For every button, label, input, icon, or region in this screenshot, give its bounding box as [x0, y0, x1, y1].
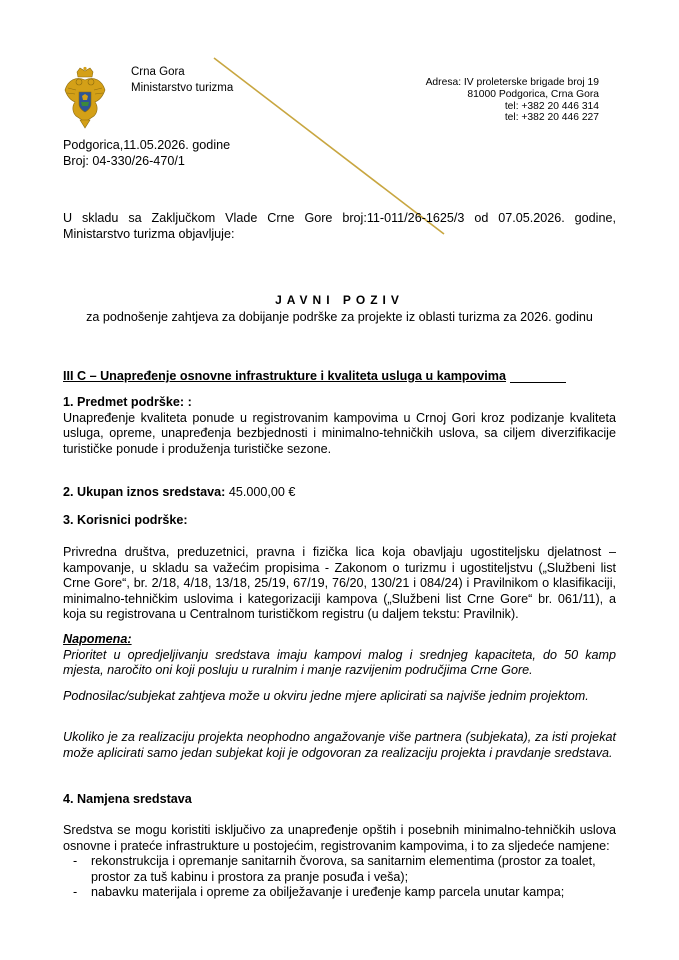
note-heading: Napomena: — [63, 632, 132, 646]
phone-line: tel: +382 20 446 314 — [504, 100, 599, 112]
montenegro-coat-of-arms-icon — [62, 66, 108, 130]
address-block — [426, 77, 599, 124]
document-date: Podgorica,11.05.2026. godine — [63, 138, 231, 152]
intro-paragraph — [63, 211, 616, 242]
note-paragraph: Podnosilac/subjekat zahtjeva može u okviru jedne mjere aplicirati sa najviše jednim projektom. — [63, 689, 589, 703]
note-block — [63, 632, 616, 679]
section-subject — [63, 395, 616, 457]
section-heading-1: 1. Predmet podrške: : — [63, 395, 192, 409]
signature-stroke — [212, 56, 448, 236]
section-text: Privredna društva, preduzetnici, pravna i fizička lica koja obavljaju ugostiteljsku djelatnost – kampovanje, u skladu sa važećim propisima - Zakonom o turizmu i ugostiteljstvu („Službeni list Crne Gore“, br. 2/18, 4/18, 13/18, 25/19, 67/19, 76/20, 130/21 i 084/24) i Pravilnikom o klasifikaciji, minimalno-tehničkim uslovima i kategorizaciji kampova („Službeni list Crne Gore“ br. 061/11), a koja su registrovana u Centralnom turističkom registru (u daljem tekstu: Pravilnik). — [63, 545, 616, 622]
page-title: JAVNI POZIV — [275, 293, 404, 307]
page-subtitle: za podnošenje zahtjeva za dobijanje podrške za projekte iz oblasti turizma za 2026. godinu — [86, 310, 593, 324]
note-paragraph: Prioritet u opredjeljivanju sredstava imaju kampovi malog i srednjeg kapaciteta, do 50 kamp mjesta, naročito oni koji posluju u ruralnim i manje razvijenim područjima Crne Gore. — [63, 647, 616, 678]
section-heading-4: 4. Namjena sredstava — [63, 792, 192, 806]
intro-line: Ministarstvo turizma objavljuje: — [63, 226, 235, 241]
document-number: Broj: 04-330/26-470/1 — [63, 154, 185, 168]
address-line: 81000 Podgorica, Crna Gora — [467, 88, 599, 100]
note-paragraph: Ukoliko je za realizaciju projekta neophodno angažovanje više partnera (subjekata), za isti projekat može aplicirati samo jedan subjekat koji je odgovoran za realizaciju projekta i pravdanje sredstava. — [63, 730, 616, 760]
section-amount — [63, 485, 616, 501]
purpose-list — [63, 854, 616, 901]
section-beneficiaries — [63, 513, 616, 529]
org-country: Crna Gora — [131, 66, 185, 78]
amount-value: 45.000,00 € — [225, 485, 296, 499]
org-ministry: Ministarstvo turizma — [131, 82, 234, 94]
section-heading-2: 2. Ukupan iznos sredstava: — [63, 485, 226, 499]
section-text: Sredstva se mogu koristiti isključivo za unapređenje opštih i posebnih minimalno-tehničkih uslova osnovne i prateće infrastrukture u postojećim, registrovanim kampovima, i to za sljedeće namjene: — [63, 823, 616, 853]
document-meta — [63, 137, 230, 169]
section-heading: III C – Unapređenje osnovne infrastrukture i kvaliteta usluga u kampovima — [63, 369, 507, 383]
section-heading-3: 3. Korisnici podrške: — [63, 513, 188, 527]
section-text: Unapređenje kvaliteta ponude u registrovanim kampovima u Crnoj Gori kroz podizanje kvaliteta usluga, opreme, unapređenja bezbjednosti i minimalno-tehničkih uslova, sa ciljem diverzifikacije turističke ponude i produženja turističke sezone. — [63, 410, 616, 456]
address-line: Adresa: IV proleterske brigade broj 19 — [425, 77, 599, 88]
heading-underline — [510, 382, 566, 383]
section-purpose — [63, 823, 616, 901]
intro-line: U skladu sa Zaključkom Vlade Crne Gore broj:11-011/26-1625/3 od 07.05.2026. godine, — [63, 211, 616, 225]
phone-line: tel: +382 20 446 227 — [504, 112, 599, 124]
list-item: - rekonstrukcija i opremanje sanitarnih čvorova, sa sanitarnim elementima (prostor za toalet, prostor za tuš kabinu i prostora za pranje posuđa i veša); — [63, 854, 616, 885]
list-item: - nabavku materijala i opreme za obilježavanje i uređenje kamp parcela unutar kampa; — [63, 885, 616, 901]
